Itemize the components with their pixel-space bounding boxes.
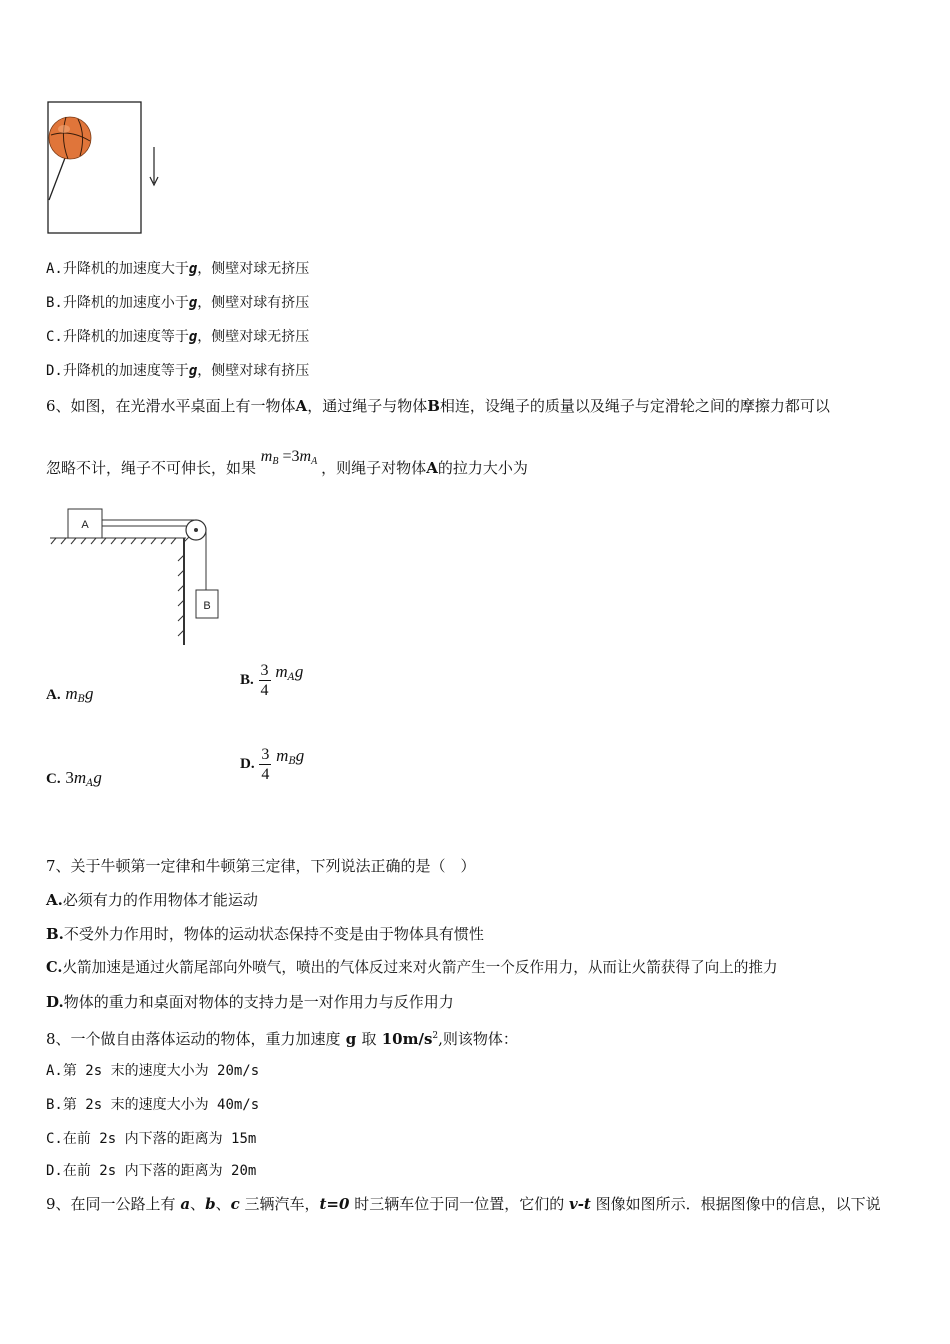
q8-option-b: B.第 2s 末的速度大小为 40m/s [46, 1097, 260, 1113]
block-a [68, 509, 102, 538]
q5-option-c: C.升降机的加速度等于g，侧壁对球无挤压 [46, 329, 310, 345]
fraction: $\frac{3}{4}$ [260, 662, 269, 699]
q6-option-a: A. $m_Bg$ [46, 684, 94, 705]
svg-text:A: A [81, 519, 89, 531]
down-arrow-icon [150, 147, 158, 185]
q6-option-d: D. $\frac{3}{4}$ $m_Bg$ [240, 745, 305, 783]
q5-option-a: A.升降机的加速度大于g，侧壁对球无挤压 [46, 261, 310, 277]
q7-option-a: A.必须有力的作用物体才能运动 [46, 891, 258, 909]
q5-option-d: D.升降机的加速度等于g，侧壁对球有挤压 [46, 363, 310, 379]
q8-option-d: D.在前 2s 内下落的距离为 20m [46, 1163, 257, 1179]
q7-option-b: B.不受外力作用时，物体的运动状态保持不变是由于物体具有惯性 [46, 925, 484, 943]
pulley-figure [46, 500, 236, 650]
q7-option-d: D.物体的重力和桌面对物体的支持力是一对作用力与反作用力 [46, 993, 454, 1011]
pulley-wheel [184, 520, 206, 542]
svg-text:B: B [203, 600, 211, 612]
q7-stem: 7、关于牛顿第一定律和牛顿第三定律，下列说法正确的是（ ） [46, 857, 476, 875]
basketball [49, 117, 91, 159]
elevator-ball-figure [40, 95, 170, 240]
q6-option-c: C. $3m_Ag$ [46, 768, 102, 789]
q5-option-b: B.升降机的加速度小于g，侧壁对球有挤压 [46, 295, 310, 311]
q6-condition-formula: $m_B =3m_A$ [260, 448, 318, 467]
block-b [196, 590, 218, 618]
q9-stem: 9、在同一公路上有 a、b、c 三辆汽车，t=0 时三辆车位于同一位置，它们的 v-t 图像如图所示．根据图像中的信息，以下说 [46, 1195, 881, 1213]
q6-stem-line1: 6、如图，在光滑水平桌面上有一物体A，通过绳子与物体B相连，设绳子的质量以及绳子与定滑轮之间的摩擦力都可以 [46, 397, 830, 415]
table-hatch [50, 538, 186, 645]
q6-option-b: B. $\frac{3}{4}$ $m_Ag$ [240, 661, 304, 699]
fraction: $\frac{3}{4}$ [261, 746, 270, 783]
q8-stem: 8、一个做自由落体运动的物体，重力加速度 g 取 $10m/s^2$,则该物体： [46, 1030, 518, 1048]
q7-option-c: C.火箭加速是通过火箭尾部向外喷气，喷出的气体反过来对火箭产生一个反作用力，从而让火箭获得了向上的推力 [46, 959, 778, 976]
q8-option-a: A.第 2s 末的速度大小为 20m/s [46, 1063, 260, 1079]
q8-option-c: C.在前 2s 内下落的距离为 15m [46, 1131, 257, 1147]
q6-stem-line2: 忽略不计，绳子不可伸长，如果 $m_B =3m_A$ ，则绳子对物体A的拉力大小为 [46, 448, 528, 477]
